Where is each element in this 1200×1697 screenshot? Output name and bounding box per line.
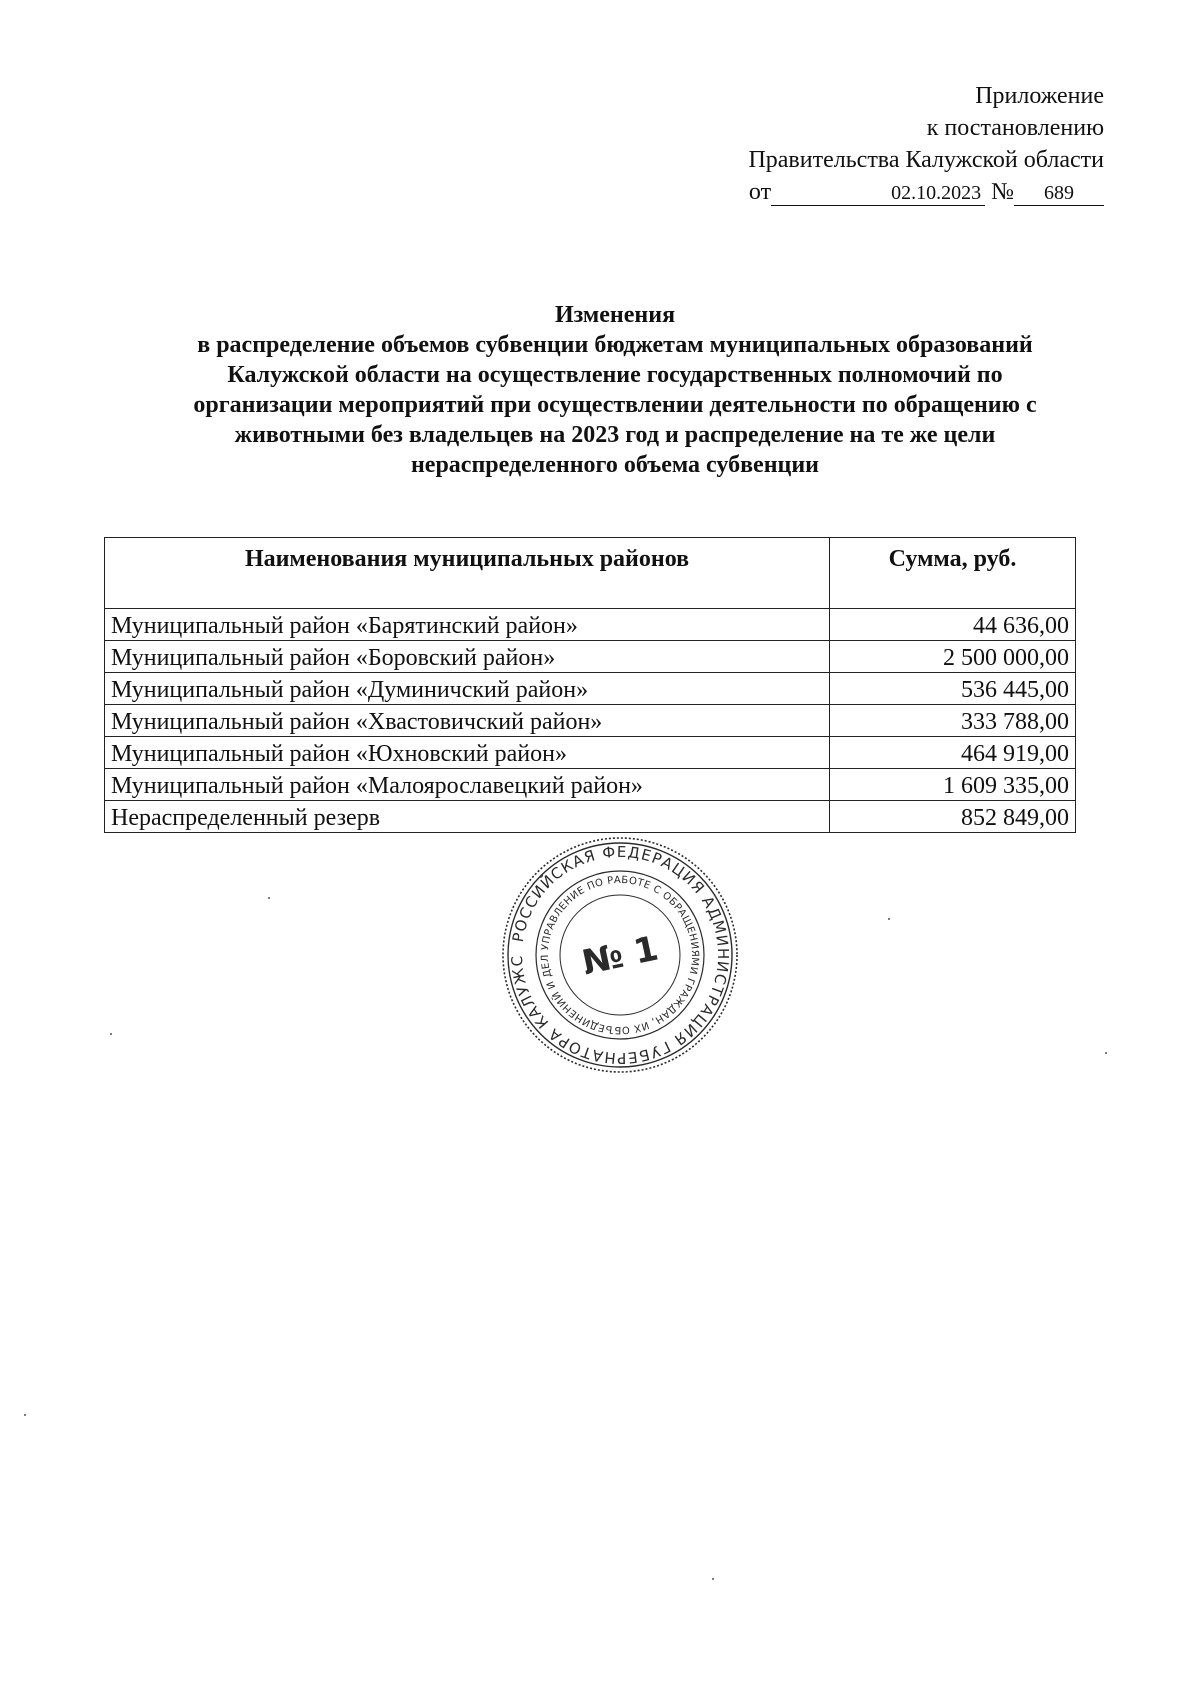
table-row [105,705,1076,737]
district-name: Муниципальный район «Малоярославецкий район» [105,769,830,801]
seal-center-text: № 1 [578,928,662,984]
district-name: Муниципальный район «Боровский район» [105,641,830,673]
table-row [105,641,1076,673]
appendix-header [748,80,1104,208]
district-sum: 536 445,00 [830,673,1076,705]
scan-speck [712,1578,714,1580]
district-name: Муниципальный район «Барятинский район» [105,609,830,641]
document-title [110,300,1120,480]
district-name: Муниципальный район «Думиничский район» [105,673,830,705]
column-header-sum: Сумма, руб. [830,538,1076,609]
reserve-sum: 852 849,00 [830,801,1076,833]
scan-speck [110,1033,112,1035]
appendix-label: Приложение [975,83,1104,109]
reserve-name: Нераспределенный резерв [105,801,830,833]
scan-speck [888,918,890,920]
district-sum: 2 500 000,00 [830,641,1076,673]
from-label: от [748,179,772,205]
seal-outer-text: РОССИЙСКАЯ ФЕДЕРАЦИЯ АДМИНИСТРАЦИЯ ГУБЕРНАТОРА КАЛУЖС [507,842,733,1068]
distribution-table [104,537,1076,833]
resolution-label: к постановлению [926,115,1104,141]
seal-inner-text: УПРАВЛЕНИЕ ПО РАБОТЕ С ОБРАЩЕНИЯМИ ГРАЖДАН, ИХ ОБЪЕДИНЕНИЙ И ДЕЛ [539,874,701,1036]
number-label: № [991,179,1014,205]
column-header-name: Наименования муниципальных районов [105,538,830,609]
title-line: Калужской области на осуществление государственных полномочий по [227,362,1003,388]
title-line: в распределение объемов субвенции бюджетам муниципальных образований [197,332,1033,358]
district-name: Муниципальный район «Хвастовичский район» [105,705,830,737]
scan-speck [1105,1052,1107,1054]
scan-speck [24,1414,26,1416]
resolution-number: 689 [1014,181,1104,206]
table-row [105,737,1076,769]
seal-graphic [500,835,740,1075]
table-row [105,673,1076,705]
government-label: Правительства Калужской области [748,147,1104,173]
title-line: организации мероприятий при осуществлении деятельности по обращению с [193,392,1037,418]
table-header-row [105,538,1076,609]
scan-speck [268,897,270,899]
table-row [105,769,1076,801]
district-sum: 333 788,00 [830,705,1076,737]
title-line: нераспределенного объема субвенции [410,452,820,478]
title-line: животными без владельцев на 2023 год и распределение на те же цели [234,422,996,448]
title-line: Изменения [554,302,676,328]
district-sum: 464 919,00 [830,737,1076,769]
resolution-date: 02.10.2023 [771,181,985,206]
district-sum: 1 609 335,00 [830,769,1076,801]
district-sum: 44 636,00 [830,609,1076,641]
official-seal [500,835,740,1075]
table-row [105,609,1076,641]
date-number-line [748,176,1104,208]
table-row [105,801,1076,833]
district-name: Муниципальный район «Юхновский район» [105,737,830,769]
